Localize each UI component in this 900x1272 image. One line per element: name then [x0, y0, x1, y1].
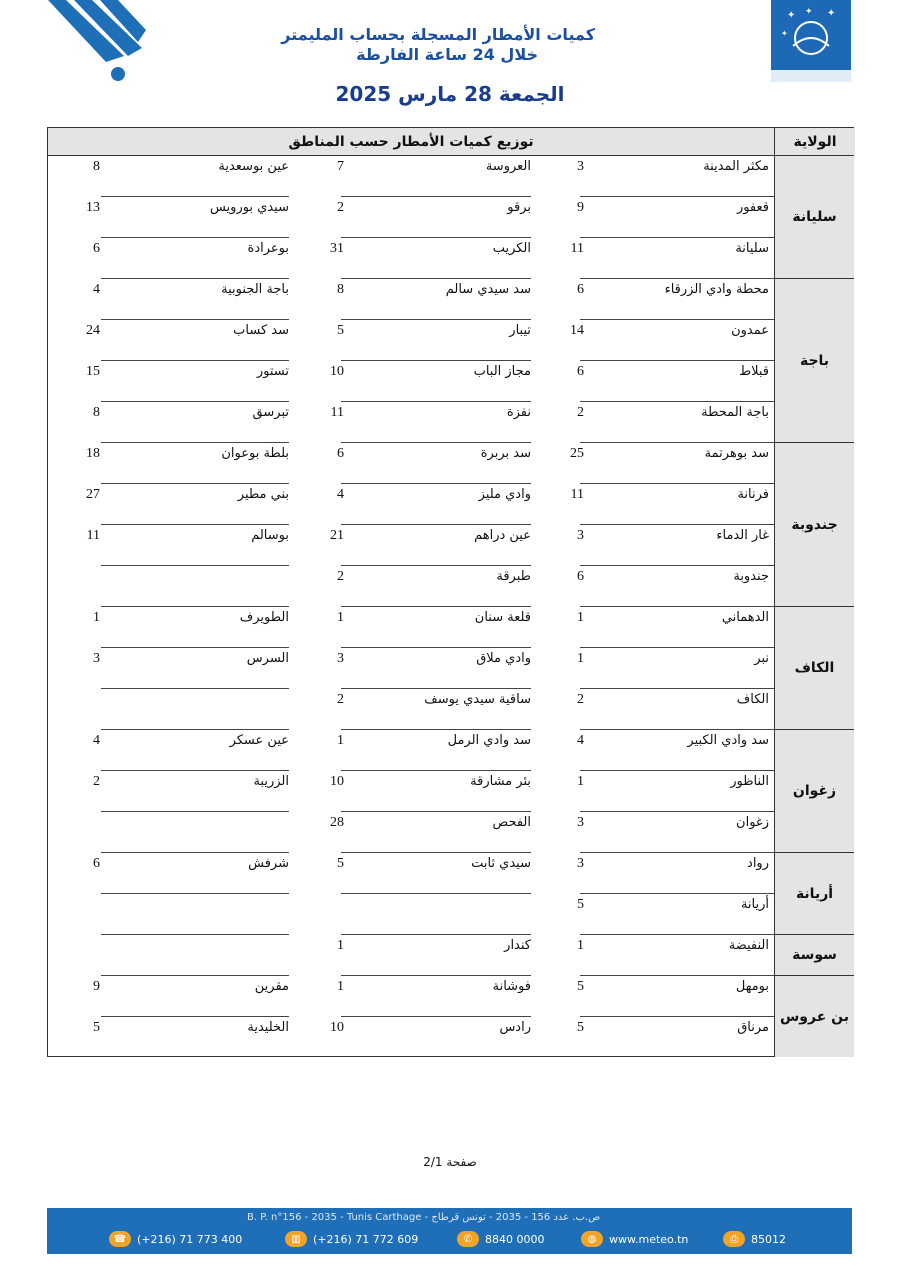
station-name: جندوبة: [733, 569, 769, 584]
rainfall-value: 1: [337, 938, 344, 953]
handset-icon: ✆: [457, 1231, 479, 1247]
station-name: أريانة: [740, 897, 769, 912]
globe-icon: ◍: [581, 1231, 603, 1247]
station-name: تيبار: [509, 323, 531, 338]
column-header-governorate: الولاية: [774, 128, 855, 155]
footer-phone3: ✆ 8840 0000: [457, 1229, 545, 1249]
rainfall-value: 6: [93, 856, 100, 871]
institute-logo: [771, 0, 851, 82]
station-name: فرنانة: [737, 487, 769, 502]
station-name: مقرين: [254, 979, 289, 994]
station-name: بني مطير: [237, 487, 289, 502]
rainfall-value: 1: [577, 610, 584, 625]
rainfall-value: 1: [577, 774, 584, 789]
fax-icon: ⎙: [723, 1231, 745, 1247]
rainfall-value: 1: [577, 938, 584, 953]
rainfall-value: 4: [93, 282, 100, 297]
rainfall-value: 11: [570, 241, 584, 256]
station-name: قعفور: [736, 200, 769, 215]
rainfall-value: 5: [337, 323, 344, 338]
station-name: باجة المحطة: [701, 405, 769, 420]
station-name: نفزة: [506, 405, 531, 420]
rainfall-value: 13: [86, 200, 100, 215]
footer-bar: [47, 1208, 852, 1254]
column-header-distribution: توزيع كميات الأمطار حسب المناطق: [48, 128, 774, 155]
rainfall-value: 2: [577, 692, 584, 707]
rainfall-value: 3: [577, 159, 584, 174]
station-name: الكريب: [492, 241, 531, 256]
rainfall-value: 14: [570, 323, 584, 338]
rainfall-value: 28: [330, 815, 344, 830]
governorate-cell: سليانة: [774, 155, 854, 278]
rainfall-value: 15: [86, 364, 100, 379]
rainfall-value: 1: [337, 733, 344, 748]
station-name: نبر: [754, 651, 769, 666]
station-name: سيدي بورويس: [209, 200, 289, 215]
governorate-cell: باجة: [774, 278, 854, 442]
governorate-cell: الكاف: [774, 606, 854, 729]
governorate-cell: زغوان: [774, 729, 854, 852]
rainfall-value: 10: [330, 1020, 344, 1035]
station-name: تبرسق: [252, 405, 289, 420]
rainfall-value: 9: [577, 200, 584, 215]
rainfall-value: 2: [577, 405, 584, 420]
rainfall-value: 21: [330, 528, 344, 543]
rainfall-value: 8: [93, 159, 100, 174]
station-name: عين عسكر: [229, 733, 289, 748]
station-name: سد سيدي سالم: [445, 282, 531, 297]
station-name: فوشانة: [492, 979, 531, 994]
rainfall-value: 1: [577, 651, 584, 666]
station-name: الفحص: [492, 815, 531, 830]
report-date: الجمعة 28 مارس 2025: [335, 82, 565, 106]
station-name: سد وادي الرمل: [447, 733, 531, 748]
governorate-cell: سوسة: [774, 934, 854, 975]
report-title: كميات الأمطار المسجلة بحساب المليمتر: [281, 25, 595, 44]
rainfall-value: 2: [337, 569, 344, 584]
footer-website[interactable]: ◍ www.meteo.tn: [581, 1229, 688, 1249]
report-subtitle: خلال 24 ساعة الفارطة: [356, 45, 538, 64]
rainfall-value: 8: [93, 405, 100, 420]
station-name: قلعة سنان: [474, 610, 531, 625]
station-name: سد بربرة: [480, 446, 531, 461]
rainfall-value: 27: [86, 487, 100, 502]
station-name: سيدي ثابت: [471, 856, 531, 871]
station-name: السرس: [246, 651, 289, 666]
svg-text:✦: ✦: [787, 10, 796, 21]
station-name: سد وادي الكبير: [687, 733, 769, 748]
rainfall-value: 10: [330, 774, 344, 789]
station-name: ساقية سيدي يوسف: [424, 692, 531, 707]
station-name: مكثر المدينة: [703, 159, 769, 174]
station-name: برقو: [507, 200, 531, 215]
rainfall-value: 6: [577, 364, 584, 379]
rainfall-value: 6: [577, 569, 584, 584]
station-name: عمدون: [731, 323, 769, 338]
station-name: كندار: [504, 938, 531, 953]
station-name: سد كساب: [233, 323, 289, 338]
rainfall-value: 3: [93, 651, 100, 666]
station-name: طبرقة: [496, 569, 531, 584]
station-name: بومهل: [735, 979, 769, 994]
rainfall-value: 2: [337, 692, 344, 707]
rainfall-value: 2: [337, 200, 344, 215]
rainfall-value: 5: [577, 979, 584, 994]
station-name: بوعرادة: [247, 241, 289, 256]
rainfall-value: 3: [337, 651, 344, 666]
footer-phone1: ☎ (+216) 71 773 400: [109, 1229, 242, 1249]
station-name: رادس: [499, 1020, 531, 1035]
governorate-cell: جندوبة: [774, 442, 854, 606]
station-name: الدهماني: [721, 610, 769, 625]
rainfall-value: 4: [93, 733, 100, 748]
rainfall-value: 11: [570, 487, 584, 502]
rainfall-table: [47, 127, 854, 1057]
building-icon: ▥: [285, 1231, 307, 1247]
station-name: النفيضة: [728, 938, 769, 953]
rainfall-value: 5: [577, 1020, 584, 1035]
rainfall-value: 25: [570, 446, 584, 461]
rainfall-value: 6: [577, 282, 584, 297]
station-name: الزريبة: [253, 774, 289, 789]
rainfall-value: 1: [93, 610, 100, 625]
station-name: مجاز الباب: [473, 364, 531, 379]
station-name: بوسالم: [251, 528, 289, 543]
rainfall-value: 3: [577, 528, 584, 543]
governorate-cell: أريانة: [774, 852, 854, 934]
rainfall-value: 6: [93, 241, 100, 256]
station-name: تستور: [256, 364, 289, 379]
corner-decoration: [0, 0, 150, 90]
rainfall-value: 31: [330, 241, 344, 256]
footer-fax: ⎙ 85012: [723, 1229, 786, 1249]
station-name: مرناق: [737, 1020, 769, 1035]
station-name: الخليدية: [247, 1020, 289, 1035]
station-name: وادي ملاق: [476, 651, 531, 666]
station-name: الطويرف: [239, 610, 289, 625]
rainfall-value: 5: [337, 856, 344, 871]
station-name: شرفش: [248, 856, 289, 871]
rainfall-value: 24: [86, 323, 100, 338]
rainfall-value: 7: [337, 159, 344, 174]
rainfall-value: 4: [577, 733, 584, 748]
svg-text:✦: ✦: [781, 29, 788, 38]
station-name: الناظور: [730, 774, 769, 789]
rainfall-value: 3: [577, 856, 584, 871]
phone-icon: ☎: [109, 1231, 131, 1247]
station-name: بلطة بوعوان: [221, 446, 289, 461]
station-name: رواد: [747, 856, 769, 871]
svg-text:✦: ✦: [827, 8, 836, 19]
rainfall-value: 1: [337, 610, 344, 625]
rainfall-value: 3: [577, 815, 584, 830]
rainfall-value: 11: [86, 528, 100, 543]
station-name: محطة وادي الزرقاء: [664, 282, 769, 297]
rainfall-value: 5: [577, 897, 584, 912]
svg-text:✦: ✦: [805, 7, 813, 17]
station-name: قبلاط: [739, 364, 769, 379]
station-name: باجة الجنوبية: [221, 282, 289, 297]
station-name: وادي مليز: [478, 487, 531, 502]
rainfall-value: 1: [337, 979, 344, 994]
station-name: العروسة: [485, 159, 531, 174]
rainfall-value: 2: [93, 774, 100, 789]
page-number: صفحة 2/1: [423, 1155, 477, 1169]
footer-phone2: ▥ (+216) 71 772 609: [285, 1229, 418, 1249]
station-name: بئر مشارقة: [470, 774, 531, 789]
station-name: سد بوهرتمة: [704, 446, 769, 461]
rainfall-value: 18: [86, 446, 100, 461]
station-name: سليانة: [735, 241, 769, 256]
footer-address: B. P. n°156 - 2035 - Tunis Carthage - ص.ب. عدد 156 - 2035 - تونس قرطاج: [247, 1212, 601, 1223]
station-name: زغوان: [736, 815, 769, 830]
governorate-cell: بن عروس: [774, 975, 854, 1057]
station-name: غار الدماء: [716, 528, 769, 543]
rainfall-value: 9: [93, 979, 100, 994]
rainfall-value: 5: [93, 1020, 100, 1035]
rainfall-value: 10: [330, 364, 344, 379]
station-name: الكاف: [736, 692, 769, 707]
rainfall-value: 8: [337, 282, 344, 297]
rainfall-value: 4: [337, 487, 344, 502]
rainfall-value: 11: [330, 405, 344, 420]
station-name: عين بوسعدية: [218, 159, 289, 174]
rainfall-value: 6: [337, 446, 344, 461]
station-name: عين دراهم: [474, 528, 531, 543]
